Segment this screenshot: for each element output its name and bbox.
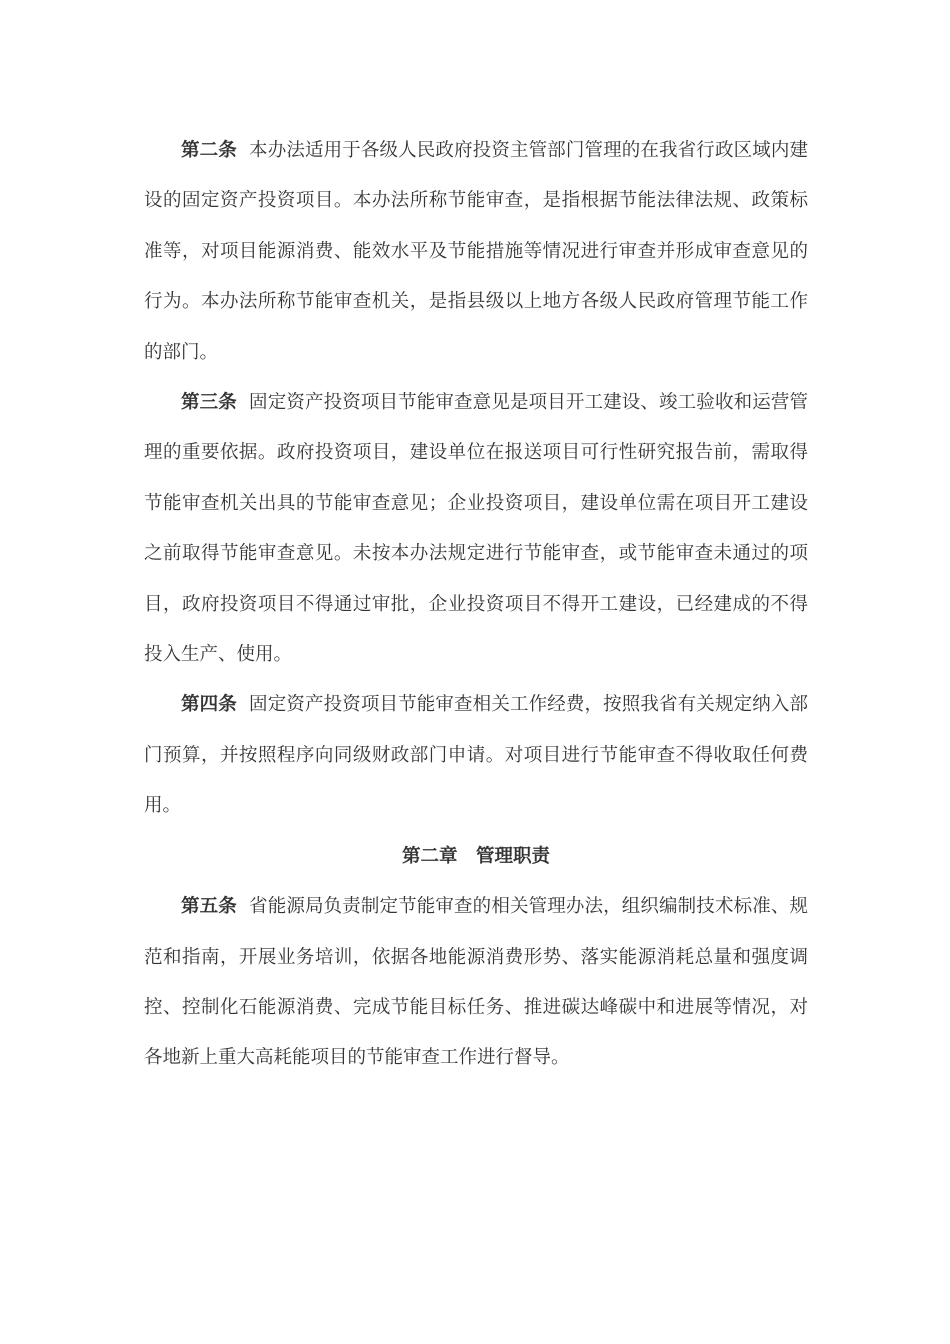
- article-4: [144, 680, 808, 831]
- article-5-text: 省能源局负责制定节能审查的相关管理办法，组织编制技术标准、规范和指南，开展业务培训，依据各地能源消费形势、落实能源消耗总量和强度调控、控制化石能源消费、完成节能目标任务、推进碳达峰碳中和进展等情况，对各地新上重大高耗能项目的节能审查工作进行督导。: [144, 896, 808, 1069]
- article-2: [144, 126, 808, 378]
- article-4-text: 固定资产投资项目节能审查相关工作经费，按照我省有关规定纳入部门预算，并按照程序向同级财政部门申请。对项目进行节能审查不得收取任何费用。: [144, 694, 808, 817]
- article-5-label: 第五条: [181, 896, 237, 918]
- article-3: [144, 378, 808, 680]
- document-body: [144, 126, 808, 1084]
- article-4-label: 第四条: [181, 694, 237, 716]
- chapter-heading: 第二章 管理职责: [401, 845, 550, 867]
- article-2-label: 第二条: [181, 140, 237, 161]
- article-3-text: 固定资产投资项目节能审查意见是项目开工建设、竣工验收和运营管理的重要依据。政府投资项目，建设单位在报送项目可行性研究报告前，需取得节能审查机关出具的节能审查意见；企业投资项目，建设单位需在项目开工建设之前取得节能审查意见。未按本办法规定进行节能审查，或节能审查未通过的项目，政府投资项目不得通过审批，企业投资项目不得开工建设，已经建成的不得投入生产、使用。: [144, 392, 808, 666]
- article-5: [144, 882, 808, 1084]
- article-2-text: 本办法适用于各级人民政府投资主管部门管理的在我省行政区域内建设的固定资产投资项目。本办法所称节能审查，是指根据节能法律法规、政策标准等，对项目能源消费、能效水平及节能措施等情况进行审查并形成审查意见的行为。本办法所称节能审查机关，是指县级以上地方各级人民政府管理节能工作的部门。: [144, 140, 808, 363]
- article-3-label: 第三条: [181, 392, 237, 414]
